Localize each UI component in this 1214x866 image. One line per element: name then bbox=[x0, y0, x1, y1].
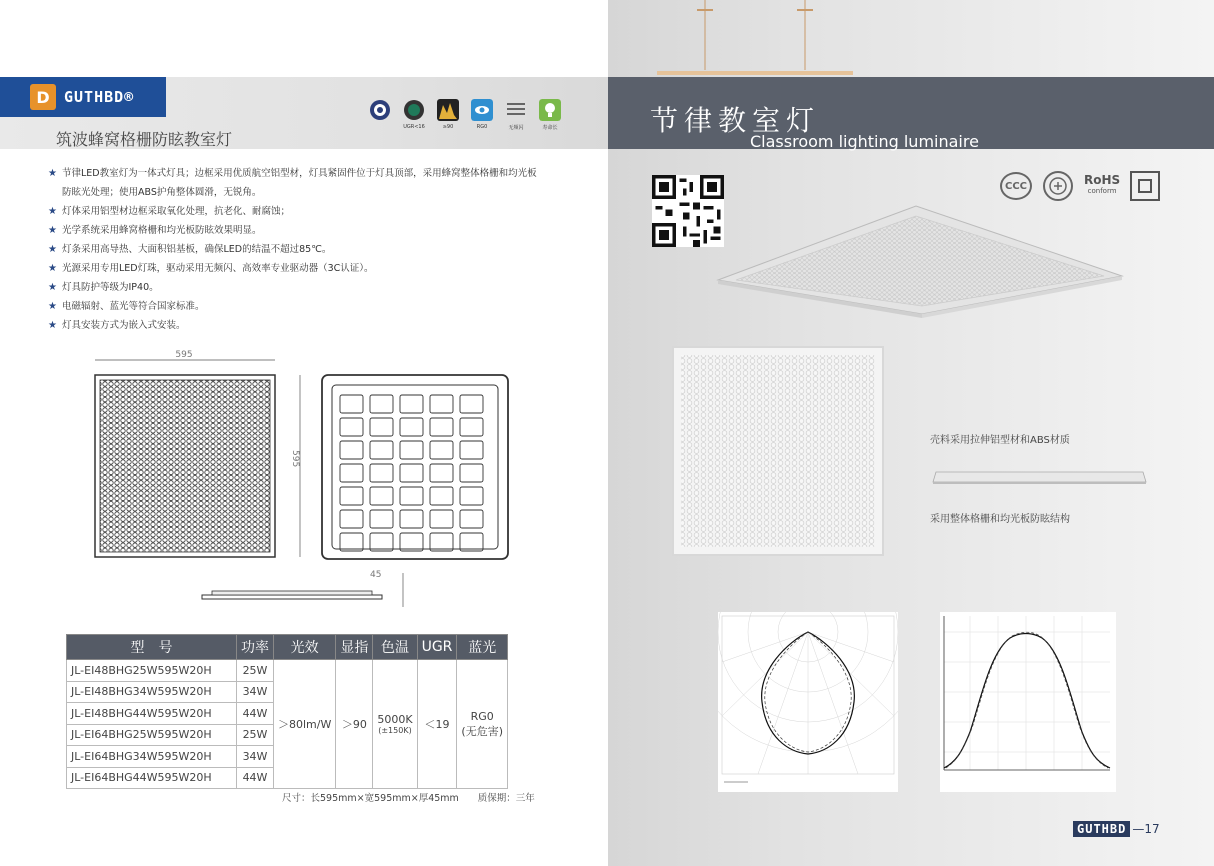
feature-item: ★ 灯具防护等级为IP40。 bbox=[48, 278, 588, 297]
shell-material-note: 壳料采用拉伸铝型材和ABS材质 bbox=[930, 435, 1070, 446]
col-power: 功率 bbox=[237, 635, 274, 660]
footer-brand: GUTHBD bbox=[1073, 821, 1130, 837]
gs1-icon bbox=[369, 99, 391, 121]
eye-icon bbox=[471, 99, 493, 121]
thickness-dimension-label: 45 bbox=[370, 570, 382, 580]
table-row bbox=[67, 660, 508, 682]
feature-item: ★ 灯体采用铝型材边框采取氧化处理，抗老化、耐腐蚀； bbox=[48, 202, 588, 221]
cert-caption: 寿命长 bbox=[542, 125, 558, 131]
width-dimension-label: 595 bbox=[175, 350, 193, 360]
model-cell: JL-EI48BHG44W595W20H bbox=[67, 703, 237, 725]
spectrum-icon bbox=[437, 99, 459, 121]
col-model: 型 号 bbox=[67, 635, 237, 660]
quality-seal-icon bbox=[1042, 170, 1074, 202]
certification-marks bbox=[1000, 170, 1160, 202]
ugr-icon bbox=[403, 99, 425, 121]
feature-item: ★ 光学系统采用蜂窝格栅和均光板防眩效果明显。 bbox=[48, 221, 588, 240]
back-view-drawing bbox=[322, 375, 508, 559]
feature-item: ★ 光源采用专用LED灯珠，驱动采用无频闪、高效率专业驱动器（3C认证）。 bbox=[48, 259, 588, 278]
product-subtitle: 筑波蜂窝格栅防眩教室灯 bbox=[56, 130, 233, 149]
cri-cert bbox=[436, 99, 460, 131]
rohs-mark: RoHS conform bbox=[1084, 173, 1121, 195]
page-footer bbox=[1073, 821, 1160, 837]
feature-item: ★ 灯条采用高导热、大面积铝基板，确保LED的结温不超过85℃。 bbox=[48, 240, 588, 259]
spec-table bbox=[66, 634, 508, 789]
col-blue-light: 蓝光 bbox=[457, 635, 508, 660]
feature-item: 防眩光处理；使用ABS护角整体圆滑，无锐角。 bbox=[62, 187, 262, 198]
cct-value: 5000K bbox=[377, 713, 413, 726]
ugr-cert bbox=[402, 99, 426, 131]
linear-distribution-diagram bbox=[940, 612, 1116, 792]
cert-caption: RG0 bbox=[476, 124, 488, 130]
feature-item: ★ 电磁辐射、蓝光等符合国家标准。 bbox=[48, 297, 588, 316]
blue-light-value: RG0 bbox=[470, 709, 494, 723]
table-header-row bbox=[67, 635, 508, 660]
gs1-cert bbox=[368, 99, 392, 131]
side-view-drawing bbox=[202, 570, 403, 607]
ccc-mark-icon: CCC bbox=[1000, 172, 1032, 200]
star-bullet-icon: ★ bbox=[48, 225, 57, 236]
ugr-cell: ＜19 bbox=[417, 660, 457, 789]
grille-structure-note: 采用整体格栅和均光板防眩结构 bbox=[930, 514, 1070, 525]
pendant-lamp-illustration bbox=[655, 0, 855, 80]
model-cell: JL-EI48BHG25W595W20H bbox=[67, 660, 237, 682]
efficacy-cell: ＞80lm/W bbox=[274, 660, 336, 789]
cert-caption: 无频闪 bbox=[508, 125, 524, 131]
star-bullet-icon: ★ bbox=[48, 263, 57, 274]
logo-mark-icon: D bbox=[30, 84, 56, 110]
model-cell: JL-EI48BHG34W595W20H bbox=[67, 681, 237, 703]
cert-caption: UGR<16 bbox=[403, 124, 425, 130]
cct-tolerance: (±150K) bbox=[378, 726, 412, 735]
rg0-cert bbox=[470, 99, 494, 131]
star-bullet-icon: ★ bbox=[48, 168, 57, 179]
no-flicker-cert bbox=[504, 99, 528, 131]
right-title-en: Classroom lighting luminaire bbox=[750, 132, 979, 151]
col-cct: 色温 bbox=[373, 635, 417, 660]
model-cell: JL-EI64BHG34W595W20H bbox=[67, 746, 237, 768]
front-view-drawing bbox=[95, 350, 300, 557]
model-cell: JL-EI64BHG25W595W20H bbox=[67, 724, 237, 746]
star-bullet-icon: ★ bbox=[48, 301, 57, 312]
col-cri: 显指 bbox=[336, 635, 373, 660]
star-bullet-icon: ★ bbox=[48, 244, 57, 255]
feature-list bbox=[48, 164, 588, 335]
model-cell: JL-EI64BHG44W595W20H bbox=[67, 767, 237, 789]
cri-cell: ＞90 bbox=[336, 660, 373, 789]
col-efficacy: 光效 bbox=[274, 635, 336, 660]
blue-light-cell bbox=[457, 660, 508, 789]
long-life-cert bbox=[538, 99, 562, 131]
luminaire-front-image bbox=[672, 346, 884, 556]
no-flicker-icon bbox=[505, 99, 527, 121]
cert-icon-strip bbox=[368, 99, 562, 131]
power-cell: 44W bbox=[237, 767, 274, 789]
col-ugr: UGR bbox=[417, 635, 457, 660]
luminaire-side-image bbox=[932, 470, 1147, 486]
power-cell: 34W bbox=[237, 746, 274, 768]
height-dimension-label: 595 bbox=[290, 450, 300, 468]
brand-name: GUTHBD® bbox=[64, 88, 135, 106]
power-cell: 25W bbox=[237, 724, 274, 746]
power-cell: 34W bbox=[237, 681, 274, 703]
star-bullet-icon: ★ bbox=[48, 206, 57, 217]
dimension-warranty-note: 尺寸：长595mm×宽595mm×厚45mm 质保期：三年 bbox=[282, 793, 535, 804]
polar-distribution-diagram bbox=[718, 612, 898, 792]
power-cell: 44W bbox=[237, 703, 274, 725]
blue-light-note: (无危害) bbox=[461, 724, 503, 738]
technical-drawings bbox=[60, 345, 560, 615]
star-bullet-icon: ★ bbox=[48, 282, 57, 293]
power-cell: 25W bbox=[237, 660, 274, 682]
double-insulation-icon bbox=[1130, 171, 1160, 201]
luminaire-perspective-image bbox=[712, 200, 1132, 320]
feature-item: ★ 灯具安装方式为嵌入式安装。 bbox=[48, 316, 588, 335]
bulb-icon bbox=[539, 99, 561, 121]
brand-logo bbox=[0, 77, 166, 117]
feature-item: ★ 节律LED教室灯为一体式灯具；边框采用优质航空铝型材，灯具紧固件位于灯具顶部，采用蜂窝整体格栅和均光板 bbox=[48, 164, 588, 183]
cct-cell bbox=[373, 660, 417, 789]
page-number: —17 bbox=[1132, 822, 1160, 836]
star-bullet-icon: ★ bbox=[48, 320, 57, 331]
right-title-cn: 节律教室灯 bbox=[650, 104, 821, 137]
cert-caption: ≥90 bbox=[442, 124, 454, 130]
